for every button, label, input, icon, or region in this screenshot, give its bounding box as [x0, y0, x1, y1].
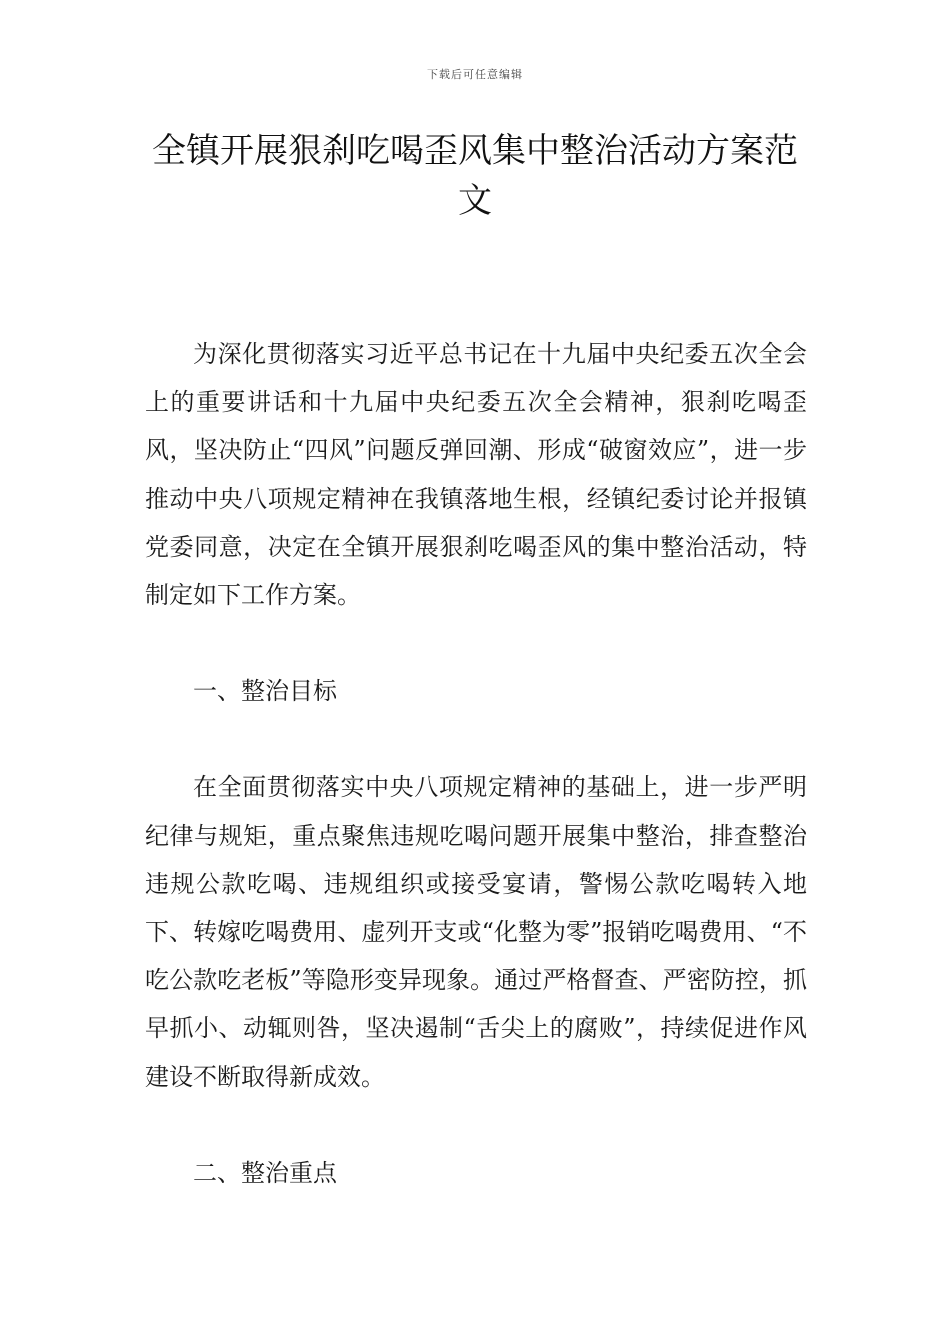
section-heading-2: 二、整治重点: [193, 1158, 337, 1187]
document-title: 全镇开展狠刹吃喝歪风集中整治活动方案范文: [152, 131, 798, 221]
intro-paragraph: 为深化贯彻落实习近平总书记在十九届中央纪委五次全会上的重要讲话和十九届中央纪委五次全会精神，狠刹吃喝歪风，坚决防止“四风”问题反弹回潮、形成“破窗效应”，进一步推动中央八项规定精神在我镇落地生根，经镇纪委讨论并报镇党委同意，决定在全镇开展狠刹吃喝歪风的集中整治活动，特制定如下工作方案。: [145, 340, 807, 610]
section-body-1: 在全面贯彻落实中央八项规定精神的基础上，进一步严明纪律与规矩，重点聚焦违规吃喝问题开展集中整治，排查整治违规公款吃喝、违规组织或接受宴请，警惕公款吃喝转入地下、转嫁吃喝费用、虚列开支或“化整为零”报销吃喝费用、“不吃公款吃老板”等隐形变异现象。通过严格督查、严密防控，抓早抓小、动辄则咎，坚决遏制“舌尖上的腐败”，持续促进作风建设不断取得新成效。: [145, 773, 807, 1091]
header-note: 下载后可任意编辑: [427, 68, 523, 81]
section-heading-1: 一、整治目标: [193, 677, 337, 706]
document-body: [145, 330, 807, 1245]
